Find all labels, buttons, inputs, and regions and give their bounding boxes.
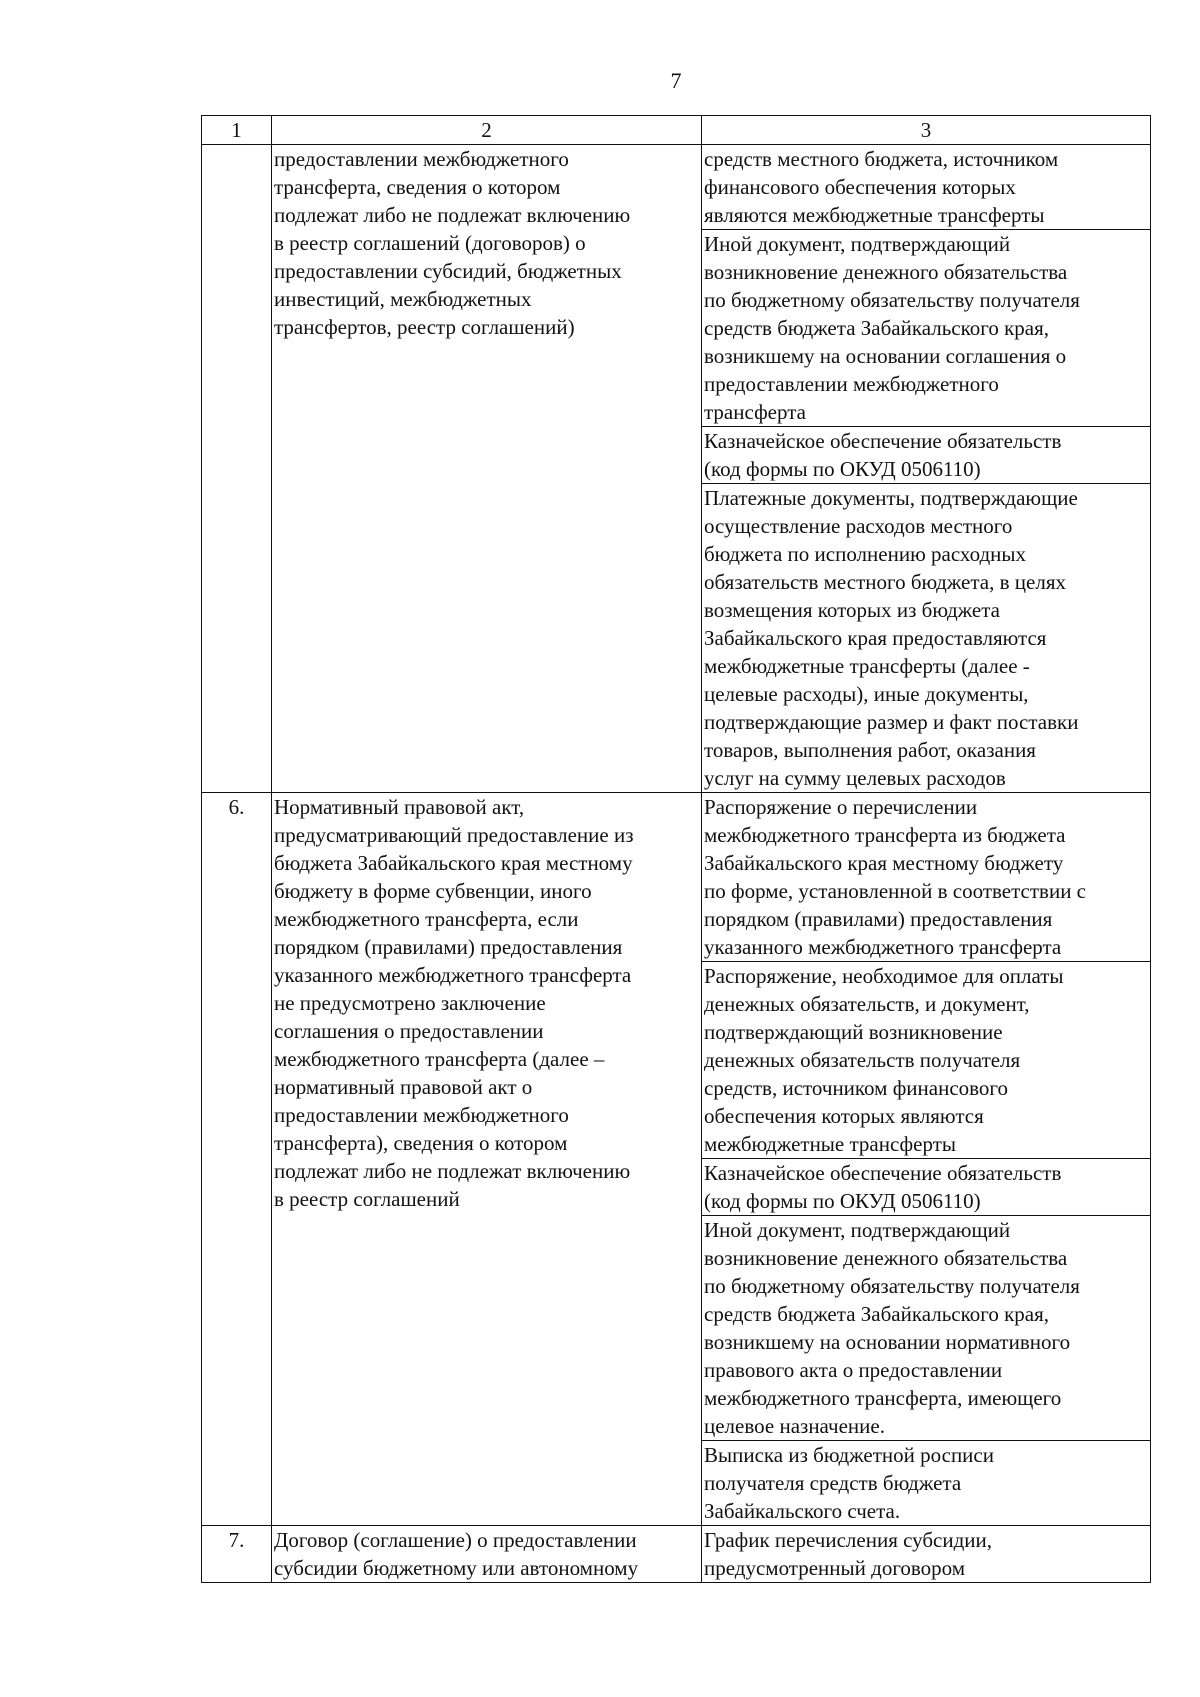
header-cell-1: 1 <box>202 116 272 145</box>
item-number: 7. <box>202 1526 272 1583</box>
supporting-document-text: Распоряжение, необходимое для оплаты денежных обязательств, и документ, подтверждающий возникновение денежных обязательств получателя средств, источником финансового обеспечения которых являются межбюджетные трансферты <box>704 964 1064 1156</box>
supporting-document-cell <box>702 1441 1151 1526</box>
basis-document-cell <box>272 793 702 1526</box>
basis-document-cell <box>272 145 702 793</box>
table-body <box>202 116 1151 1583</box>
document-table <box>201 115 1151 1583</box>
table-row <box>202 145 1151 230</box>
supporting-document-cell <box>702 484 1151 793</box>
supporting-document-cell <box>702 230 1151 427</box>
table-row <box>202 1526 1151 1583</box>
supporting-document-text: Распоряжение о перечислении межбюджетного трансферта из бюджета Забайкальского края местному бюджету по форме, установленной в соответствии с порядком (правилами) предоставления указанного межбюджетного трансферта <box>704 795 1086 959</box>
page-number: 7 <box>670 68 682 93</box>
supporting-document-text: средств местного бюджета, источником финансового обеспечения которых являются межбюджетные трансферты <box>704 147 1059 227</box>
supporting-document-text: График перечисления субсидии, предусмотренный договором <box>704 1528 993 1580</box>
basis-document-text: Договор (соглашение) о предоставлении субсидии бюджетному или автономному <box>274 1528 639 1580</box>
supporting-document-text: Платежные документы, подтверждающие осуществление расходов местного бюджета по исполнению расходных обязательств местного бюджета, в целях возмещения которых из бюджета Забайкальского края предоставляются межбюджетные трансферты (далее - целевые расходы), иные документы, подтверждающие размер и факт поставки товаров, выполнения работ, оказания услуг на сумму целевых расходов <box>704 486 1079 790</box>
supporting-document-text: Выписка из бюджетной росписи получателя средств бюджета Забайкальского счета. <box>704 1443 994 1523</box>
supporting-document-cell <box>702 1216 1151 1441</box>
supporting-document-cell <box>702 1526 1151 1583</box>
supporting-document-cell <box>702 962 1151 1159</box>
supporting-document-text: Иной документ, подтверждающий возникновение денежного обязательства по бюджетному обязательству получателя средств бюджета Забайкальского края, возникшему на основании нормативного правового акта о предоставлении межбюджетного трансферта, имеющего целевое назначение. <box>704 1218 1080 1438</box>
supporting-document-cell <box>702 1159 1151 1216</box>
supporting-document-cell <box>702 145 1151 230</box>
basis-document-cell <box>272 1526 702 1583</box>
supporting-document-cell <box>702 793 1151 962</box>
supporting-document-cell <box>702 427 1151 484</box>
supporting-document-text: Казначейское обеспечение обязательств (код формы по ОКУД 0506110) <box>704 429 1062 481</box>
supporting-document-text: Иной документ, подтверждающий возникновение денежного обязательства по бюджетному обязательству получателя средств бюджета Забайкальского края, возникшему на основании соглашения о предоставлении межбюджетного трансферта <box>704 232 1080 424</box>
supporting-document-text: Казначейское обеспечение обязательств (код формы по ОКУД 0506110) <box>704 1161 1062 1213</box>
basis-document-text: предоставлении межбюджетного трансферта, сведения о котором подлежат либо не подлежат включению в реестр соглашений (договоров) о предоставлении субсидий, бюджетных инвестиций, межбюджетных трансфертов, реестр соглашений) <box>274 147 631 339</box>
item-number <box>202 145 272 793</box>
header-row <box>202 116 1151 145</box>
header-cell-2: 2 <box>272 116 702 145</box>
table-row <box>202 793 1151 962</box>
basis-document-text: Нормативный правовой акт, предусматривающий предоставление из бюджета Забайкальского края местному бюджету в форме субвенции, иного межбюджетного трансферта, если порядком (правилами) предоставления указанного межбюджетного трансферта не предусмотрено заключение соглашения о предоставлении межбюджетного трансферта (далее – нормативный правовой акт о предоставлении межбюджетного трансферта), сведения о котором подлежат либо не подлежат включению в реестр соглашений <box>274 795 634 1211</box>
header-cell-3: 3 <box>702 116 1151 145</box>
item-number: 6. <box>202 793 272 1526</box>
